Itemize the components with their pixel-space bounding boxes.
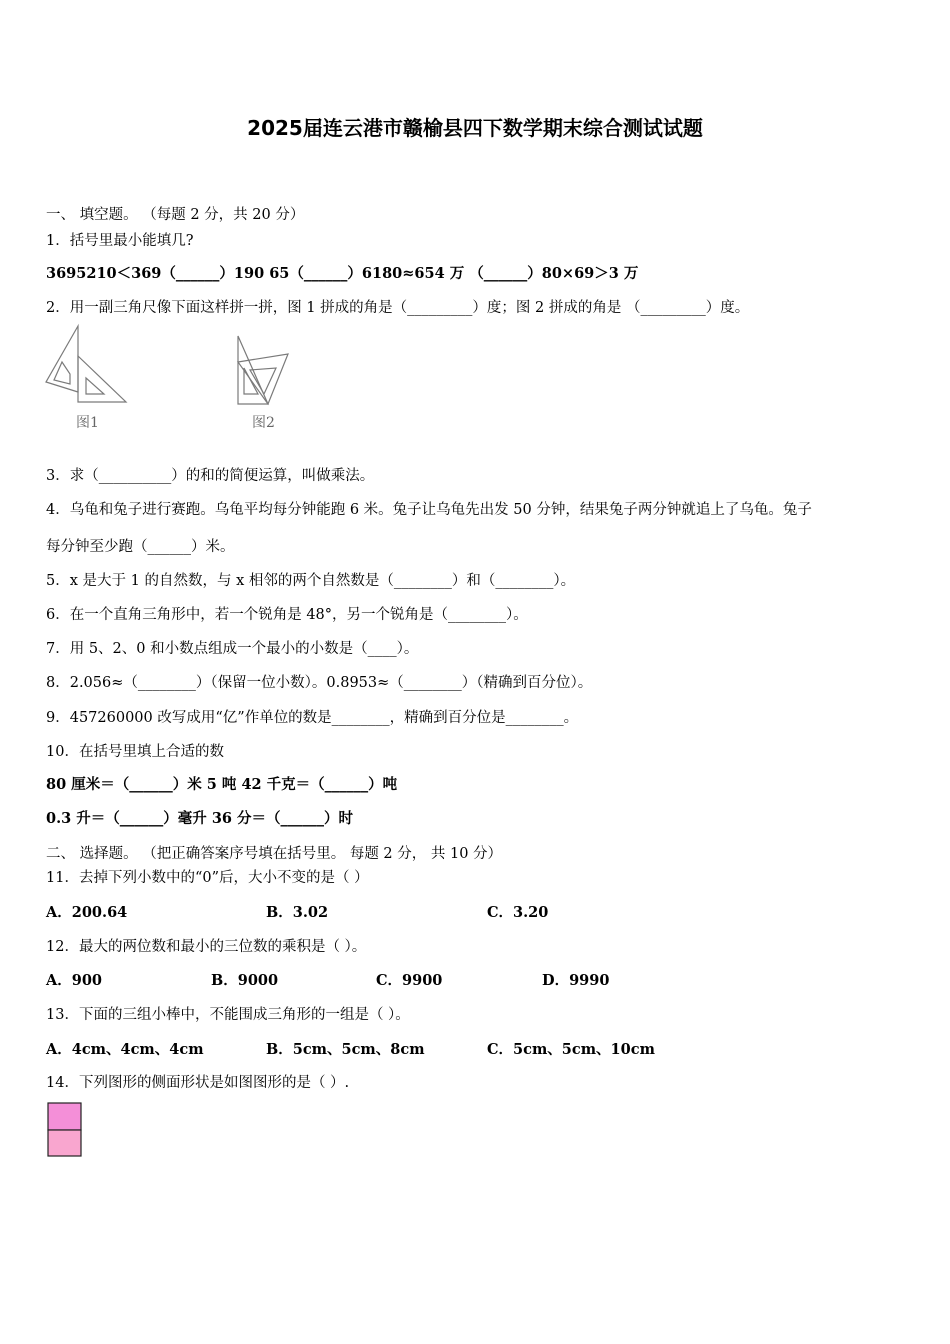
q10-text: 10．在括号里填上合适的数: [46, 744, 224, 760]
q4-text-2: 每分钟至少跑（______）米。: [46, 539, 235, 555]
q14-side-shape: [47, 1102, 83, 1158]
q1-text: 1．括号里最小能填几?: [46, 233, 194, 249]
q5-text: 5．x 是大于 1 的自然数，与 x 相邻的两个自然数是（________）和（________）。: [46, 573, 576, 589]
figure-1-label: 图1: [76, 415, 99, 431]
section1-heading: 一、 填空题。 （每题 2 分，共 20 分）: [46, 207, 305, 223]
q4-text: 4．乌龟和兔子进行赛跑。乌龟平均每分钟能跑 6 米。兔子让乌龟先出发 50 分钟，结果兔子两分钟就追上了乌龟。兔子: [46, 502, 812, 518]
q9-text: 9．457260000 改写成用“亿”作单位的数是________，精确到百分位是________。: [46, 710, 579, 726]
section2-heading: 二、 选择题。 （把正确答案序号填在括号里。 每题 2 分， 共 10 分）: [46, 846, 503, 862]
q1-line: 3695210＜369（______）190 65（______）6180≈654 万 （______）80×69＞3 万: [46, 265, 639, 282]
q12-option-a[interactable]: A．900: [46, 972, 103, 989]
q11-option-a[interactable]: A．200.64: [46, 904, 128, 921]
figure-1-triangles: [42, 322, 132, 408]
q12-option-c[interactable]: C．9900: [376, 972, 443, 989]
q11-option-c[interactable]: C．3.20: [487, 904, 549, 921]
q13-option-a[interactable]: A．4cm、4cm、4cm: [46, 1041, 204, 1058]
q7-text: 7．用 5、2、0 和小数点组成一个最小的小数是（____）。: [46, 641, 419, 657]
figure-2-label: 图2: [252, 415, 275, 431]
q11-text: 11．去掉下列小数中的“0”后，大小不变的是（ ）: [46, 870, 369, 886]
q14-text: 14．下列图形的侧面形状是如图图形的是（ ）.: [46, 1075, 350, 1091]
q12-option-b[interactable]: B．9000: [211, 972, 279, 989]
page-title: 2025届连云港市赣榆县四下数学期末综合测试试题: [247, 116, 703, 140]
q11-option-b[interactable]: B．3.02: [266, 904, 329, 921]
q2-text: 2．用一副三角尺像下面这样拼一拼，图 1 拼成的角是（_________）度；图 2 拼成的角是 （_________）度。: [46, 300, 750, 316]
q13-option-c[interactable]: C．5cm、5cm、10cm: [487, 1041, 655, 1058]
q3-text: 3．求（__________）的和的简便运算，叫做乘法。: [46, 468, 375, 484]
q8-text: 8．2.056≈（________）（保留一位小数）。0.8953≈（________）（精确到百分位）。: [46, 675, 593, 691]
q12-text: 12．最大的两位数和最小的三位数的乘积是（ ）。: [46, 939, 367, 955]
q13-option-b[interactable]: B．5cm、5cm、8cm: [266, 1041, 425, 1058]
q12-option-d[interactable]: D．9990: [542, 972, 610, 989]
figure-2-triangles: [232, 332, 294, 408]
q10-line-2: 0.3 升＝（______）毫升 36 分＝（______）时: [46, 810, 354, 827]
q10-line-1: 80 厘米＝（______）米 5 吨 42 千克＝（______）吨: [46, 776, 398, 793]
q6-text: 6．在一个直角三角形中，若一个锐角是 48°，另一个锐角是（________）。: [46, 607, 528, 623]
q13-text: 13．下面的三组小棒中，不能围成三角形的一组是（ ）。: [46, 1007, 410, 1023]
